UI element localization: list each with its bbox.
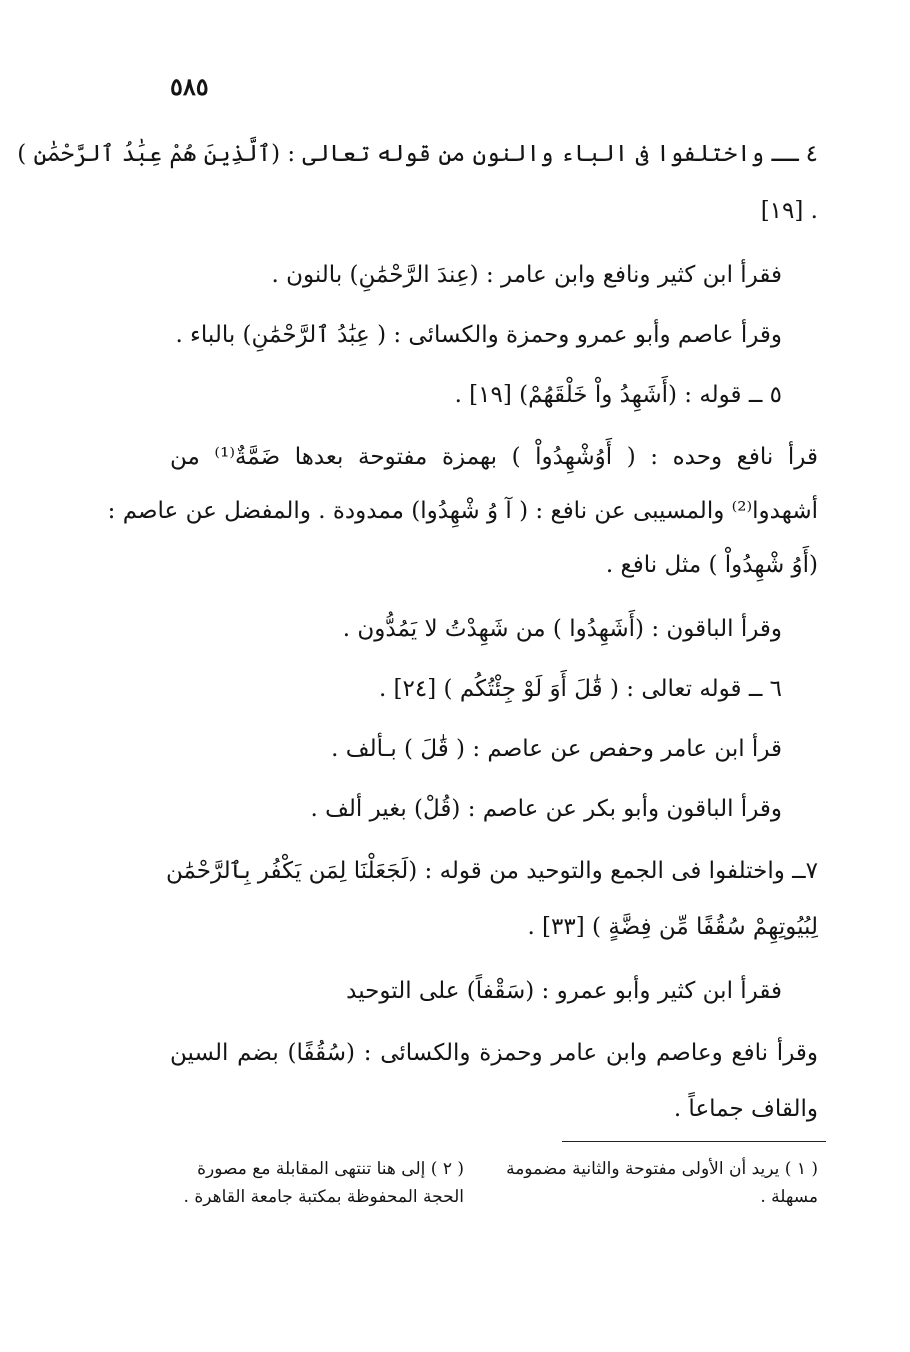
text-line-13: ٧ــ واختلفوا فى الجمع والتوحيد من قوله : (لَجَعَلْنَا لِمَن يَكْفُر بِٱلرَّحْمَٰن (165, 858, 818, 884)
footnote-1-line-2: مسهلة . (760, 1187, 818, 1207)
text-line-14: لِبُيُوتِهِمْ سُقُفًا مِّن فِضَّةٍ ) [٣٣] . (527, 914, 818, 940)
text-line-4: وقرأ عاصم وأبو عمرو وحمزة والكسائى : ( عِبَٰدُ ٱلرَّحْمَٰنِ) بالباء . (175, 322, 782, 348)
text-line-9: وقرأ الباقون : (أَشَهِدُوا ) من شَهِدْتُ لا يَمُدُّون . (342, 616, 782, 642)
text-line-5: ٥ ــ قوله : (أَشَهِدُ واْ خَلْقَهُمْ) [١٩] . (454, 382, 782, 408)
footnote-2-line-2: الحجة المحفوظة بمكتبة جامعة القاهرة . (183, 1187, 464, 1207)
text-line-17: والقاف جماعاً . (673, 1096, 818, 1122)
text-line-8: (أَوُ شْهِدُواْ ) مثل نافع . (605, 552, 818, 578)
text-line-15: فقرأ ابن كثير وأبو عمرو : (سَقْفاً) على التوحيد (346, 978, 782, 1004)
text-line-7: أشهدوا⁽²⁾ والمسيبى عن نافع : ( آ وُ شْهِدُوا) ممدودة . والمفضل عن عاصم : (107, 498, 818, 524)
footnote-separator (562, 1141, 826, 1142)
footnote-2-line-1: ( ٢ ) إلى هنا تنتهى المقابلة مع مصورة (197, 1159, 464, 1179)
text-line-16: وقرأ نافع وعاصم وابن عامر وحمزة والكسائى : (سُقُفًا) بضم السين (170, 1040, 818, 1066)
text-line-6: قرأ نافع وحده : ( أَوُشْهِدُواْ ) بهمزة مفتوحة بعدها ضَمَّةٌ⁽¹⁾ من (170, 444, 818, 470)
text-line-1: ٤ ــ واختلفوا فى الباء والنون من قوله تعالى : (ٱلَّذِينَ هُمْ عِبَٰدُ ٱلرَّحْمَٰنِ ) (17, 141, 818, 167)
text-line-11: قرأ ابن عامر وحفص عن عاصم : ( قَٰلَ ) بـألف . (331, 736, 782, 762)
text-line-10: ٦ ــ قوله تعالى : ( قَٰلَ أَوَ لَوْ جِئْتُكُم ) [٢٤] . (378, 676, 782, 702)
text-line-12: وقرأ الباقون وأبو بكر عن عاصم : (قُلْ) بغير ألف . (310, 796, 782, 822)
text-line-2: . [١٩] (760, 198, 818, 224)
page-number: ٥٨٥ (170, 72, 209, 101)
text-line-3: فقرأ ابن كثير ونافع وابن عامر : (عِندَ الرَّحْمَٰنِ) بالنون . (271, 262, 782, 288)
footnote-1-line-1: ( ١ ) يريد أن الأولى مفتوحة والثانية مضمومة (506, 1159, 818, 1179)
